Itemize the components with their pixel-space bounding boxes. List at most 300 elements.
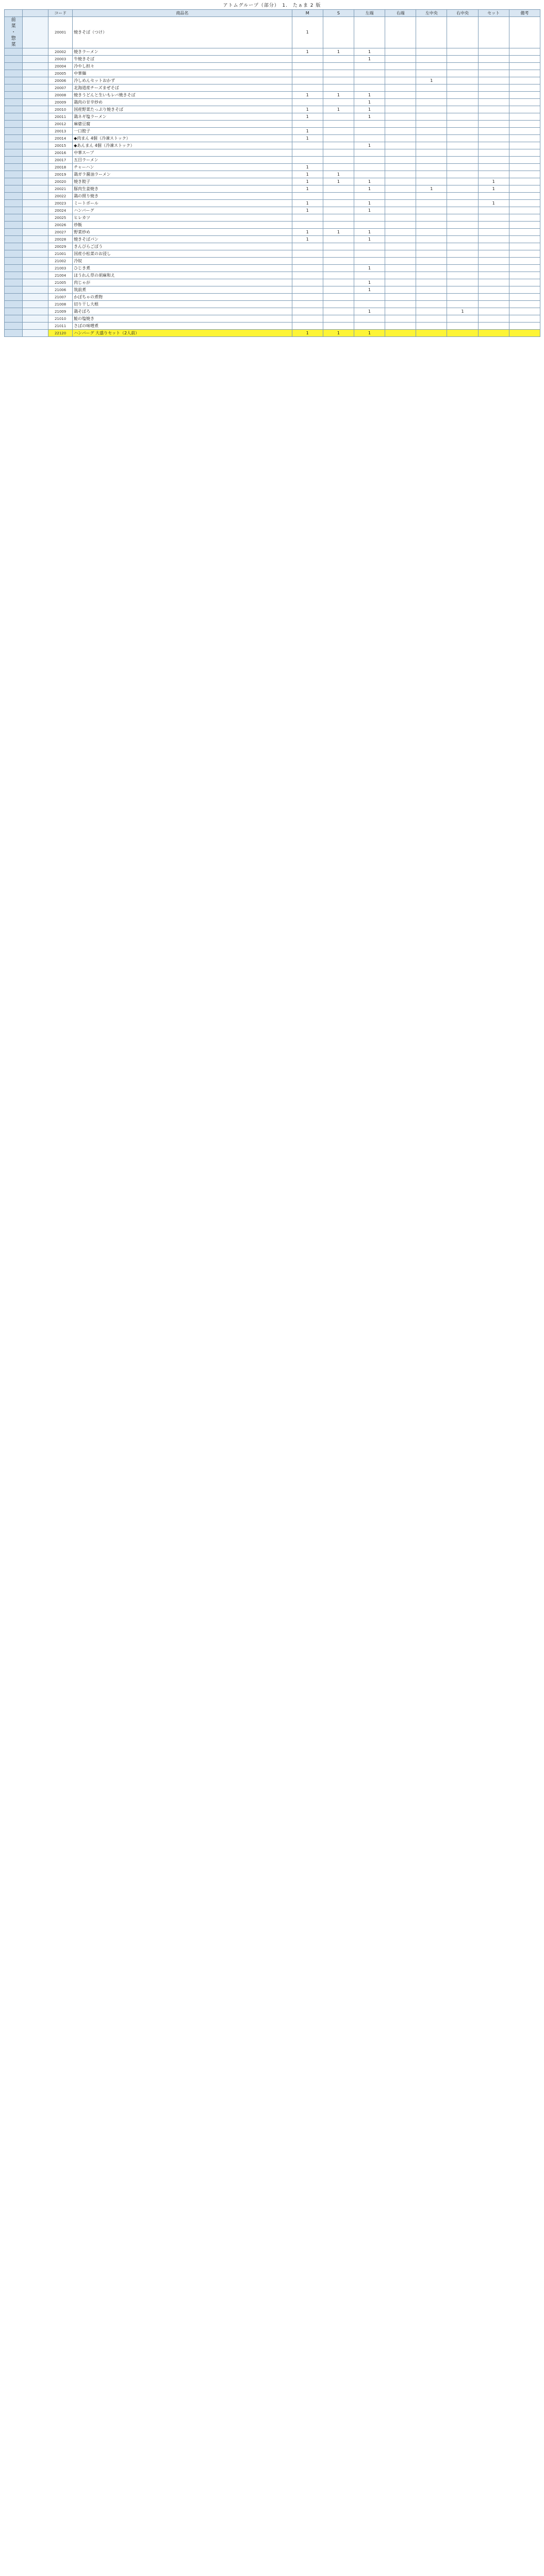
quantity-cell[interactable] — [478, 70, 509, 77]
quantity-cell[interactable] — [292, 56, 323, 63]
quantity-cell[interactable] — [478, 279, 509, 286]
quantity-cell[interactable] — [509, 301, 540, 308]
quantity-cell[interactable] — [354, 84, 385, 92]
table-row[interactable] — [5, 323, 540, 330]
quantity-cell[interactable] — [447, 258, 478, 265]
quantity-cell[interactable]: 1 — [292, 48, 323, 56]
quantity-cell[interactable] — [509, 323, 540, 330]
quantity-cell[interactable] — [416, 99, 447, 106]
quantity-cell[interactable] — [385, 149, 416, 157]
quantity-cell[interactable] — [509, 243, 540, 250]
quantity-cell[interactable] — [478, 128, 509, 135]
table-row[interactable] — [5, 258, 540, 265]
table-row[interactable] — [5, 214, 540, 222]
quantity-cell[interactable]: 1 — [292, 178, 323, 185]
quantity-cell[interactable] — [509, 207, 540, 214]
quantity-cell[interactable] — [478, 135, 509, 142]
quantity-cell[interactable] — [416, 149, 447, 157]
quantity-cell[interactable] — [323, 214, 354, 222]
quantity-cell[interactable] — [292, 63, 323, 70]
quantity-cell[interactable] — [478, 265, 509, 272]
quantity-cell[interactable]: 1 — [292, 113, 323, 121]
quantity-cell[interactable] — [416, 142, 447, 149]
quantity-cell[interactable] — [509, 308, 540, 315]
quantity-cell[interactable] — [385, 258, 416, 265]
quantity-cell[interactable] — [416, 315, 447, 323]
quantity-cell[interactable] — [385, 272, 416, 279]
quantity-cell[interactable] — [478, 121, 509, 128]
quantity-cell[interactable]: 1 — [354, 92, 385, 99]
quantity-cell[interactable] — [416, 178, 447, 185]
quantity-cell[interactable] — [385, 265, 416, 272]
quantity-cell[interactable]: 1 — [323, 92, 354, 99]
table-row[interactable] — [5, 157, 540, 164]
quantity-cell[interactable] — [416, 207, 447, 214]
quantity-cell[interactable] — [416, 164, 447, 171]
quantity-cell[interactable] — [323, 301, 354, 308]
quantity-cell[interactable] — [354, 294, 385, 301]
quantity-cell[interactable] — [385, 243, 416, 250]
quantity-cell[interactable] — [447, 250, 478, 258]
quantity-cell[interactable] — [385, 92, 416, 99]
quantity-cell[interactable]: 1 — [292, 164, 323, 171]
quantity-cell[interactable] — [292, 279, 323, 286]
quantity-cell[interactable] — [509, 121, 540, 128]
quantity-cell[interactable] — [354, 323, 385, 330]
quantity-cell[interactable] — [509, 258, 540, 265]
quantity-cell[interactable] — [447, 106, 478, 113]
table-row[interactable] — [5, 330, 540, 337]
quantity-cell[interactable] — [447, 222, 478, 229]
quantity-cell[interactable]: 1 — [354, 236, 385, 243]
quantity-cell[interactable] — [323, 157, 354, 164]
quantity-cell[interactable] — [447, 178, 478, 185]
quantity-cell[interactable] — [416, 193, 447, 200]
quantity-cell[interactable] — [323, 193, 354, 200]
quantity-cell[interactable] — [478, 113, 509, 121]
quantity-cell[interactable] — [354, 164, 385, 171]
quantity-cell[interactable] — [416, 17, 447, 48]
quantity-cell[interactable] — [354, 157, 385, 164]
quantity-cell[interactable] — [509, 286, 540, 294]
quantity-cell[interactable] — [447, 200, 478, 207]
quantity-cell[interactable]: 1 — [416, 77, 447, 84]
quantity-cell[interactable] — [509, 17, 540, 48]
quantity-cell[interactable] — [354, 214, 385, 222]
quantity-cell[interactable] — [385, 214, 416, 222]
quantity-cell[interactable] — [478, 250, 509, 258]
quantity-cell[interactable] — [478, 286, 509, 294]
quantity-cell[interactable] — [447, 135, 478, 142]
quantity-cell[interactable] — [447, 185, 478, 193]
table-row[interactable] — [5, 229, 540, 236]
quantity-cell[interactable] — [323, 265, 354, 272]
quantity-cell[interactable]: 1 — [354, 279, 385, 286]
quantity-cell[interactable] — [416, 250, 447, 258]
quantity-cell[interactable] — [385, 286, 416, 294]
quantity-cell[interactable] — [478, 171, 509, 178]
quantity-cell[interactable]: 1 — [354, 286, 385, 294]
quantity-cell[interactable] — [447, 330, 478, 337]
quantity-cell[interactable] — [509, 200, 540, 207]
quantity-cell[interactable] — [416, 56, 447, 63]
table-row[interactable] — [5, 200, 540, 207]
quantity-cell[interactable] — [292, 193, 323, 200]
quantity-cell[interactable] — [323, 315, 354, 323]
quantity-cell[interactable]: 1 — [292, 106, 323, 113]
quantity-cell[interactable] — [416, 128, 447, 135]
quantity-cell[interactable] — [416, 63, 447, 70]
quantity-cell[interactable] — [509, 222, 540, 229]
quantity-cell[interactable] — [323, 113, 354, 121]
table-row[interactable] — [5, 286, 540, 294]
quantity-cell[interactable] — [478, 92, 509, 99]
quantity-cell[interactable] — [447, 164, 478, 171]
quantity-cell[interactable] — [416, 70, 447, 77]
quantity-cell[interactable] — [354, 70, 385, 77]
quantity-cell[interactable] — [447, 279, 478, 286]
quantity-cell[interactable] — [385, 294, 416, 301]
quantity-cell[interactable] — [292, 99, 323, 106]
quantity-cell[interactable] — [416, 171, 447, 178]
quantity-cell[interactable] — [354, 222, 385, 229]
table-row[interactable] — [5, 84, 540, 92]
quantity-cell[interactable] — [292, 272, 323, 279]
quantity-cell[interactable] — [416, 157, 447, 164]
table-row[interactable] — [5, 106, 540, 113]
quantity-cell[interactable]: 1 — [447, 308, 478, 315]
quantity-cell[interactable] — [447, 142, 478, 149]
quantity-cell[interactable] — [323, 294, 354, 301]
quantity-cell[interactable]: 1 — [292, 200, 323, 207]
quantity-cell[interactable] — [447, 48, 478, 56]
quantity-cell[interactable] — [447, 323, 478, 330]
table-row[interactable] — [5, 113, 540, 121]
quantity-cell[interactable]: 1 — [354, 207, 385, 214]
quantity-cell[interactable]: 1 — [292, 229, 323, 236]
quantity-cell[interactable] — [478, 315, 509, 323]
quantity-cell[interactable] — [509, 236, 540, 243]
quantity-cell[interactable] — [292, 250, 323, 258]
quantity-cell[interactable] — [478, 294, 509, 301]
quantity-cell[interactable] — [416, 294, 447, 301]
quantity-cell[interactable] — [416, 258, 447, 265]
quantity-cell[interactable] — [292, 308, 323, 315]
quantity-cell[interactable] — [447, 272, 478, 279]
quantity-cell[interactable] — [447, 56, 478, 63]
quantity-cell[interactable] — [354, 250, 385, 258]
quantity-cell[interactable] — [292, 243, 323, 250]
quantity-cell[interactable]: 1 — [354, 113, 385, 121]
quantity-cell[interactable] — [385, 171, 416, 178]
quantity-cell[interactable] — [385, 330, 416, 337]
quantity-cell[interactable] — [416, 222, 447, 229]
quantity-cell[interactable] — [385, 113, 416, 121]
quantity-cell[interactable] — [323, 121, 354, 128]
quantity-cell[interactable] — [385, 250, 416, 258]
quantity-cell[interactable] — [323, 77, 354, 84]
quantity-cell[interactable]: 1 — [292, 236, 323, 243]
quantity-cell[interactable] — [323, 128, 354, 135]
quantity-cell[interactable] — [385, 48, 416, 56]
quantity-cell[interactable] — [385, 236, 416, 243]
table-row[interactable] — [5, 178, 540, 185]
quantity-cell[interactable] — [509, 330, 540, 337]
table-row[interactable] — [5, 193, 540, 200]
quantity-cell[interactable] — [385, 135, 416, 142]
quantity-cell[interactable] — [447, 149, 478, 157]
quantity-cell[interactable] — [478, 142, 509, 149]
quantity-cell[interactable]: 1 — [354, 56, 385, 63]
quantity-cell[interactable] — [478, 149, 509, 157]
quantity-cell[interactable] — [354, 193, 385, 200]
quantity-cell[interactable]: 1 — [323, 171, 354, 178]
quantity-cell[interactable] — [509, 265, 540, 272]
quantity-cell[interactable] — [354, 149, 385, 157]
quantity-cell[interactable] — [447, 207, 478, 214]
quantity-cell[interactable] — [323, 135, 354, 142]
quantity-cell[interactable] — [509, 178, 540, 185]
quantity-cell[interactable] — [509, 48, 540, 56]
quantity-cell[interactable] — [509, 157, 540, 164]
quantity-cell[interactable]: 1 — [292, 330, 323, 337]
quantity-cell[interactable] — [447, 77, 478, 84]
table-row[interactable] — [5, 121, 540, 128]
quantity-cell[interactable] — [385, 315, 416, 323]
quantity-cell[interactable] — [447, 214, 478, 222]
quantity-cell[interactable] — [416, 286, 447, 294]
table-row[interactable] — [5, 250, 540, 258]
quantity-cell[interactable] — [509, 99, 540, 106]
quantity-cell[interactable] — [478, 229, 509, 236]
quantity-cell[interactable] — [323, 164, 354, 171]
quantity-cell[interactable] — [292, 157, 323, 164]
quantity-cell[interactable] — [385, 106, 416, 113]
quantity-cell[interactable] — [416, 92, 447, 99]
quantity-cell[interactable] — [323, 286, 354, 294]
quantity-cell[interactable] — [478, 214, 509, 222]
quantity-cell[interactable] — [385, 56, 416, 63]
quantity-cell[interactable] — [354, 171, 385, 178]
quantity-cell[interactable]: 1 — [323, 106, 354, 113]
table-row[interactable] — [5, 279, 540, 286]
quantity-cell[interactable] — [478, 84, 509, 92]
quantity-cell[interactable] — [509, 135, 540, 142]
quantity-cell[interactable]: 1 — [354, 229, 385, 236]
quantity-cell[interactable]: 1 — [292, 128, 323, 135]
quantity-cell[interactable] — [447, 193, 478, 200]
quantity-cell[interactable] — [323, 185, 354, 193]
quantity-cell[interactable]: 1 — [292, 207, 323, 214]
quantity-cell[interactable] — [323, 258, 354, 265]
quantity-cell[interactable] — [416, 243, 447, 250]
quantity-cell[interactable] — [354, 128, 385, 135]
table-row[interactable] — [5, 171, 540, 178]
quantity-cell[interactable]: 1 — [354, 106, 385, 113]
quantity-cell[interactable] — [447, 301, 478, 308]
quantity-cell[interactable] — [478, 222, 509, 229]
quantity-cell[interactable] — [292, 121, 323, 128]
quantity-cell[interactable] — [478, 157, 509, 164]
quantity-cell[interactable] — [385, 207, 416, 214]
quantity-cell[interactable] — [385, 193, 416, 200]
quantity-cell[interactable] — [478, 99, 509, 106]
quantity-cell[interactable] — [416, 84, 447, 92]
table-row[interactable] — [5, 207, 540, 214]
quantity-cell[interactable] — [323, 222, 354, 229]
quantity-cell[interactable] — [385, 77, 416, 84]
quantity-cell[interactable] — [509, 214, 540, 222]
quantity-cell[interactable] — [385, 142, 416, 149]
quantity-cell[interactable] — [385, 185, 416, 193]
table-row[interactable] — [5, 315, 540, 323]
quantity-cell[interactable] — [478, 63, 509, 70]
quantity-cell[interactable] — [447, 121, 478, 128]
table-row[interactable] — [5, 99, 540, 106]
quantity-cell[interactable] — [323, 70, 354, 77]
quantity-cell[interactable]: 1 — [354, 200, 385, 207]
quantity-cell[interactable] — [354, 258, 385, 265]
quantity-cell[interactable] — [478, 330, 509, 337]
quantity-cell[interactable] — [385, 323, 416, 330]
quantity-cell[interactable]: 1 — [354, 142, 385, 149]
quantity-cell[interactable] — [509, 113, 540, 121]
quantity-cell[interactable] — [385, 121, 416, 128]
quantity-cell[interactable] — [447, 171, 478, 178]
quantity-cell[interactable] — [509, 77, 540, 84]
quantity-cell[interactable] — [509, 229, 540, 236]
quantity-cell[interactable] — [478, 243, 509, 250]
quantity-cell[interactable] — [323, 323, 354, 330]
quantity-cell[interactable] — [509, 70, 540, 77]
quantity-cell[interactable] — [292, 84, 323, 92]
table-row[interactable] — [5, 164, 540, 171]
quantity-cell[interactable] — [478, 301, 509, 308]
quantity-cell[interactable] — [385, 99, 416, 106]
quantity-cell[interactable] — [354, 315, 385, 323]
quantity-cell[interactable] — [323, 243, 354, 250]
quantity-cell[interactable] — [447, 286, 478, 294]
quantity-cell[interactable] — [416, 308, 447, 315]
quantity-cell[interactable] — [478, 207, 509, 214]
quantity-cell[interactable] — [416, 272, 447, 279]
quantity-cell[interactable] — [447, 243, 478, 250]
quantity-cell[interactable] — [509, 142, 540, 149]
quantity-cell[interactable]: 1 — [354, 178, 385, 185]
quantity-cell[interactable] — [447, 315, 478, 323]
quantity-cell[interactable] — [323, 200, 354, 207]
quantity-cell[interactable]: 1 — [416, 185, 447, 193]
quantity-cell[interactable] — [416, 323, 447, 330]
quantity-cell[interactable] — [509, 185, 540, 193]
quantity-cell[interactable] — [323, 279, 354, 286]
quantity-cell[interactable]: 1 — [292, 185, 323, 193]
quantity-cell[interactable] — [509, 56, 540, 63]
quantity-cell[interactable] — [416, 121, 447, 128]
quantity-cell[interactable] — [509, 279, 540, 286]
table-row[interactable] — [5, 128, 540, 135]
quantity-cell[interactable] — [416, 106, 447, 113]
quantity-cell[interactable]: 1 — [323, 178, 354, 185]
quantity-cell[interactable] — [385, 84, 416, 92]
quantity-cell[interactable] — [447, 236, 478, 243]
quantity-cell[interactable]: 1 — [478, 185, 509, 193]
quantity-cell[interactable] — [447, 70, 478, 77]
quantity-cell[interactable] — [323, 56, 354, 63]
table-row[interactable] — [5, 236, 540, 243]
table-row[interactable] — [5, 301, 540, 308]
quantity-cell[interactable] — [416, 301, 447, 308]
quantity-cell[interactable]: 1 — [323, 229, 354, 236]
quantity-cell[interactable]: 1 — [354, 308, 385, 315]
quantity-cell[interactable] — [385, 157, 416, 164]
table-row[interactable] — [5, 243, 540, 250]
quantity-cell[interactable] — [323, 99, 354, 106]
quantity-cell[interactable] — [509, 128, 540, 135]
quantity-cell[interactable] — [385, 301, 416, 308]
quantity-cell[interactable] — [478, 258, 509, 265]
quantity-cell[interactable] — [478, 323, 509, 330]
quantity-cell[interactable] — [323, 272, 354, 279]
quantity-cell[interactable] — [509, 106, 540, 113]
quantity-cell[interactable] — [509, 171, 540, 178]
quantity-cell[interactable] — [509, 63, 540, 70]
table-row[interactable] — [5, 48, 540, 56]
quantity-cell[interactable] — [416, 214, 447, 222]
quantity-cell[interactable]: 1 — [292, 92, 323, 99]
quantity-cell[interactable] — [292, 294, 323, 301]
quantity-cell[interactable] — [385, 70, 416, 77]
quantity-cell[interactable] — [354, 17, 385, 48]
table-row[interactable] — [5, 63, 540, 70]
table-row[interactable] — [5, 142, 540, 149]
quantity-cell[interactable]: 1 — [292, 135, 323, 142]
quantity-cell[interactable] — [354, 135, 385, 142]
quantity-cell[interactable] — [416, 330, 447, 337]
quantity-cell[interactable] — [323, 63, 354, 70]
quantity-cell[interactable] — [292, 301, 323, 308]
quantity-cell[interactable]: 1 — [354, 185, 385, 193]
quantity-cell[interactable] — [292, 265, 323, 272]
quantity-cell[interactable] — [354, 243, 385, 250]
quantity-cell[interactable] — [354, 301, 385, 308]
table-row[interactable] — [5, 77, 540, 84]
quantity-cell[interactable] — [416, 229, 447, 236]
quantity-cell[interactable] — [323, 250, 354, 258]
quantity-cell[interactable] — [385, 178, 416, 185]
quantity-cell[interactable] — [385, 279, 416, 286]
quantity-cell[interactable] — [292, 323, 323, 330]
table-row[interactable] — [5, 294, 540, 301]
quantity-cell[interactable] — [385, 229, 416, 236]
quantity-cell[interactable]: 1 — [323, 330, 354, 337]
table-row[interactable] — [5, 56, 540, 63]
quantity-cell[interactable] — [385, 128, 416, 135]
quantity-cell[interactable] — [509, 164, 540, 171]
quantity-cell[interactable] — [323, 149, 354, 157]
table-row[interactable] — [5, 265, 540, 272]
quantity-cell[interactable] — [447, 128, 478, 135]
quantity-cell[interactable]: 1 — [354, 330, 385, 337]
quantity-cell[interactable] — [292, 77, 323, 84]
quantity-cell[interactable]: 1 — [478, 200, 509, 207]
quantity-cell[interactable] — [478, 17, 509, 48]
quantity-cell[interactable] — [292, 214, 323, 222]
quantity-cell[interactable] — [447, 113, 478, 121]
quantity-cell[interactable] — [478, 56, 509, 63]
table-row[interactable] — [5, 222, 540, 229]
quantity-cell[interactable] — [385, 222, 416, 229]
